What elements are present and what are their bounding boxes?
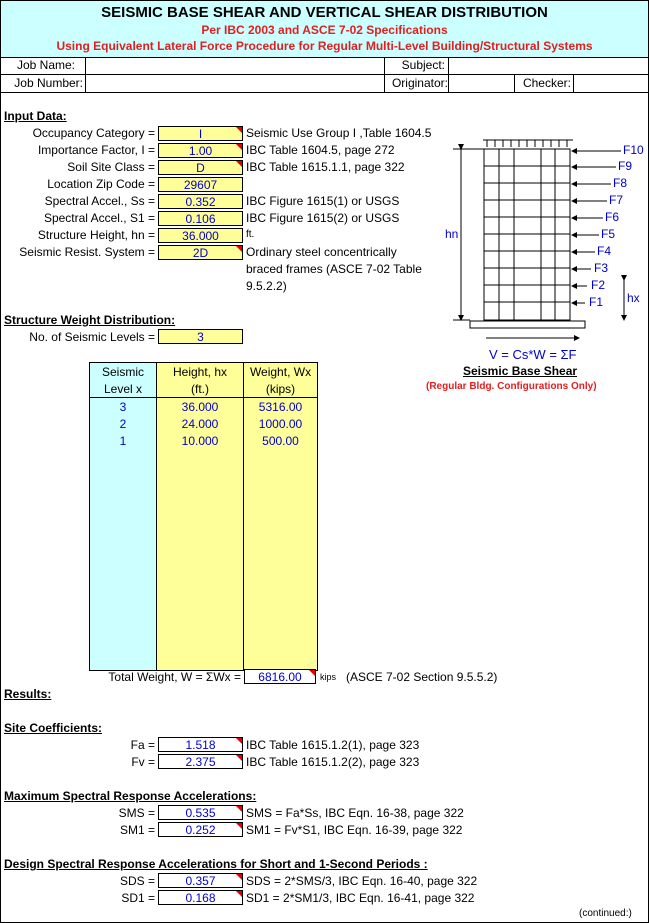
level-cell xyxy=(90,500,157,517)
soil-label: Soil Site Class = xyxy=(67,160,155,174)
weight-cell[interactable] xyxy=(244,483,318,500)
input-data-heading: Input Data: xyxy=(4,109,67,123)
fa-value: 1.518 xyxy=(158,737,243,752)
checker-label: Checker: xyxy=(514,75,571,92)
continued-label: (continued:) xyxy=(579,908,632,919)
force-label-f6: F6 xyxy=(605,210,620,224)
table-row xyxy=(90,653,318,671)
weight-cell[interactable] xyxy=(244,551,318,568)
occupancy-note: Seismic Use Group I ,Table 1604.5 xyxy=(246,126,432,140)
height-cell[interactable] xyxy=(157,585,244,602)
table-row xyxy=(90,449,318,466)
col-height-unit: (ft.) xyxy=(157,380,244,398)
sd1-label: SD1 = xyxy=(121,891,155,905)
design-accel-heading: Design Spectral Response Accelerations for Short and 1-Second Periods : xyxy=(4,857,428,871)
sm1-value: 0.252 xyxy=(158,822,243,837)
zip-input[interactable]: 29607 xyxy=(158,177,243,192)
fv-value: 2.375 xyxy=(158,754,243,769)
table-row xyxy=(90,517,318,534)
height-input[interactable]: 36.000 xyxy=(158,228,243,243)
importance-input[interactable]: 1.00 xyxy=(158,143,243,158)
weight-cell[interactable] xyxy=(244,636,318,653)
sds-note: SDS = 2*SMS/3, IBC Eqn. 16-40, page 322 xyxy=(246,874,478,888)
header-banner xyxy=(1,1,648,58)
level-cell xyxy=(90,636,157,653)
hx-label: hx xyxy=(627,291,640,305)
subject-label: Subject: xyxy=(384,57,445,74)
table-row xyxy=(90,568,318,585)
height-cell[interactable] xyxy=(157,551,244,568)
level-cell xyxy=(90,466,157,483)
weight-cell[interactable] xyxy=(244,466,318,483)
level-cell xyxy=(90,653,157,671)
job-name-field[interactable] xyxy=(85,57,384,74)
table-row xyxy=(90,636,318,653)
max-accel-heading: Maximum Spectral Response Accelerations: xyxy=(4,789,257,803)
sds-value: 0.357 xyxy=(158,873,243,888)
sheet-title: SEISMIC BASE SHEAR AND VERTICAL SHEAR DISTRIBUTION xyxy=(101,4,548,21)
system-note-1: Ordinary steel concentrically xyxy=(246,245,397,259)
base-shear-equation: V = Cs*W = ΣF xyxy=(489,347,577,362)
sd1-note: SD1 = 2*SM1/3, IBC Eqn. 16-41, page 322 xyxy=(246,891,475,905)
levels-label: No. of Seismic Levels = xyxy=(29,330,155,344)
table-row xyxy=(90,602,318,619)
system-note-3: 9.5.2.2) xyxy=(246,279,287,293)
height-cell[interactable] xyxy=(157,466,244,483)
height-cell[interactable] xyxy=(157,653,244,671)
job-row-1 xyxy=(1,57,648,75)
level-cell xyxy=(90,602,157,619)
system-note-2: braced frames (ASCE 7-02 Table xyxy=(246,262,422,276)
table-row xyxy=(90,619,318,636)
force-label-f5: F5 xyxy=(601,227,616,241)
checker-field[interactable] xyxy=(573,75,649,92)
height-cell[interactable] xyxy=(157,517,244,534)
table-row xyxy=(90,500,318,517)
weight-table xyxy=(89,362,318,671)
ss-label: Spectral Accel., Ss = xyxy=(44,194,155,208)
importance-label: Importance Factor, I = xyxy=(37,143,155,157)
system-label: Seismic Resist. System = xyxy=(19,245,155,259)
table-row xyxy=(90,415,318,432)
level-cell xyxy=(90,551,157,568)
level-cell: 1 xyxy=(90,432,157,449)
diagram-caption-note: (Regular Bldg. Configurations Only) xyxy=(426,381,597,392)
weight-cell[interactable] xyxy=(244,568,318,585)
table-row xyxy=(90,398,318,416)
diagram-caption: Seismic Base Shear xyxy=(463,364,578,378)
job-name-label: Job Name: xyxy=(16,58,75,72)
weight-cell[interactable]: 500.00 xyxy=(244,432,318,449)
sheet-subtitle-2: Using Equivalent Lateral Force Procedure for Regular Multi-Level Building/Structural Systems xyxy=(56,39,593,53)
weight-cell[interactable] xyxy=(244,653,318,671)
col-level-header: Seismic xyxy=(90,363,157,381)
s1-label: Spectral Accel., S1 = xyxy=(43,211,155,225)
table-row xyxy=(90,534,318,551)
level-cell xyxy=(90,534,157,551)
sms-value: 0.535 xyxy=(158,805,243,820)
weight-cell[interactable] xyxy=(244,534,318,551)
table-row xyxy=(90,432,318,449)
total-weight-note: (ASCE 7-02 Section 9.5.5.2) xyxy=(346,670,498,684)
force-label-f3: F3 xyxy=(594,261,609,275)
height-cell[interactable]: 24.000 xyxy=(157,415,244,432)
results-heading: Results: xyxy=(4,687,52,701)
hn-label: hn xyxy=(445,227,459,241)
table-row xyxy=(90,466,318,483)
site-coefficients-heading: Site Coefficients: xyxy=(4,721,103,735)
weight-cell[interactable] xyxy=(244,585,318,602)
soil-input[interactable]: D xyxy=(158,160,243,175)
weight-cell[interactable] xyxy=(244,602,318,619)
force-label-f4: F4 xyxy=(597,244,612,258)
height-cell[interactable] xyxy=(157,483,244,500)
weight-cell[interactable] xyxy=(244,517,318,534)
s1-note: IBC Figure 1615(2) or USGS xyxy=(246,211,400,225)
force-label-f10: F10 xyxy=(623,143,644,157)
levels-input[interactable]: 3 xyxy=(158,329,243,344)
height-unit: ft. xyxy=(246,229,255,240)
sm1-label: SM1 = xyxy=(119,823,155,837)
fv-note: IBC Table 1615.1.2(2), page 323 xyxy=(246,755,420,769)
weight-cell[interactable] xyxy=(244,449,318,466)
level-cell: 3 xyxy=(90,398,157,416)
force-label-f1: F1 xyxy=(589,295,604,309)
table-row xyxy=(90,551,318,568)
force-label-f2: F2 xyxy=(591,278,606,292)
level-cell xyxy=(90,619,157,636)
height-cell[interactable] xyxy=(157,619,244,636)
sds-label: SDS = xyxy=(119,874,155,888)
fa-note: IBC Table 1615.1.2(1), page 323 xyxy=(246,738,420,752)
height-cell[interactable] xyxy=(157,534,244,551)
height-cell[interactable] xyxy=(157,568,244,585)
level-cell: 2 xyxy=(90,415,157,432)
sheet-subtitle: Per IBC 2003 and ASCE 7-02 Specifications xyxy=(201,23,448,37)
table-header-row-1 xyxy=(90,363,318,381)
weight-cell[interactable]: 5316.00 xyxy=(244,398,318,416)
sd1-value: 0.168 xyxy=(158,890,243,905)
ss-input[interactable]: 0.352 xyxy=(158,194,243,209)
level-cell xyxy=(90,449,157,466)
system-input[interactable]: 2D xyxy=(158,245,243,260)
weight-cell[interactable] xyxy=(244,500,318,517)
col-level-subheader: Level x xyxy=(90,380,157,398)
s1-input[interactable]: 0.106 xyxy=(158,211,243,226)
originator-label: Originator: xyxy=(384,75,448,92)
job-number-label: Job Number: xyxy=(14,76,83,90)
level-cell xyxy=(90,517,157,534)
level-cell xyxy=(90,483,157,500)
total-weight-label: Total Weight, W = ΣWx = xyxy=(108,670,241,684)
sm1-note: SM1 = Fv*S1, IBC Eqn. 16-39, page 322 xyxy=(246,823,463,837)
weight-cell[interactable]: 1000.00 xyxy=(244,415,318,432)
total-weight-value: 6816.00 xyxy=(244,669,316,684)
sms-label: SMS = xyxy=(118,806,155,820)
table-row xyxy=(90,483,318,500)
table-header-row-2 xyxy=(90,380,318,398)
level-cell xyxy=(90,585,157,602)
height-cell[interactable] xyxy=(157,449,244,466)
height-cell[interactable] xyxy=(157,500,244,517)
table-row xyxy=(90,585,318,602)
importance-note: IBC Table 1604.5, page 272 xyxy=(246,143,395,157)
ss-note: IBC Figure 1615(1) or USGS xyxy=(246,194,400,208)
height-cell[interactable]: 10.000 xyxy=(157,432,244,449)
job-number-field[interactable] xyxy=(85,75,384,92)
height-cell[interactable] xyxy=(157,636,244,653)
originator-field[interactable] xyxy=(448,75,515,92)
height-label: Structure Height, hn = xyxy=(37,228,155,242)
soil-note: IBC Table 1615.1.1, page 322 xyxy=(246,160,405,174)
weight-heading: Structure Weight Distribution: xyxy=(4,313,176,327)
occupancy-input[interactable]: I xyxy=(158,126,243,141)
level-cell xyxy=(90,568,157,585)
height-cell[interactable]: 36.000 xyxy=(157,398,244,416)
sms-note: SMS = Fa*Ss, IBC Eqn. 16-38, page 322 xyxy=(246,806,464,820)
force-label-f9: F9 xyxy=(618,159,633,173)
job-row-2 xyxy=(1,75,648,93)
force-label-f8: F8 xyxy=(613,176,628,190)
fa-label: Fa = xyxy=(130,738,155,752)
force-label-f7: F7 xyxy=(609,193,624,207)
subject-field[interactable] xyxy=(448,57,649,74)
fv-label: Fv = xyxy=(131,755,155,769)
total-weight-unit: kips xyxy=(320,672,337,682)
occupancy-label: Occupancy Category = xyxy=(32,126,155,140)
col-weight-unit: (kips) xyxy=(244,380,318,398)
col-weight-header: Weight, Wx xyxy=(244,363,318,381)
zip-label: Location Zip Code = xyxy=(47,177,155,191)
col-height-header: Height, hx xyxy=(157,363,244,381)
weight-cell[interactable] xyxy=(244,619,318,636)
height-cell[interactable] xyxy=(157,602,244,619)
